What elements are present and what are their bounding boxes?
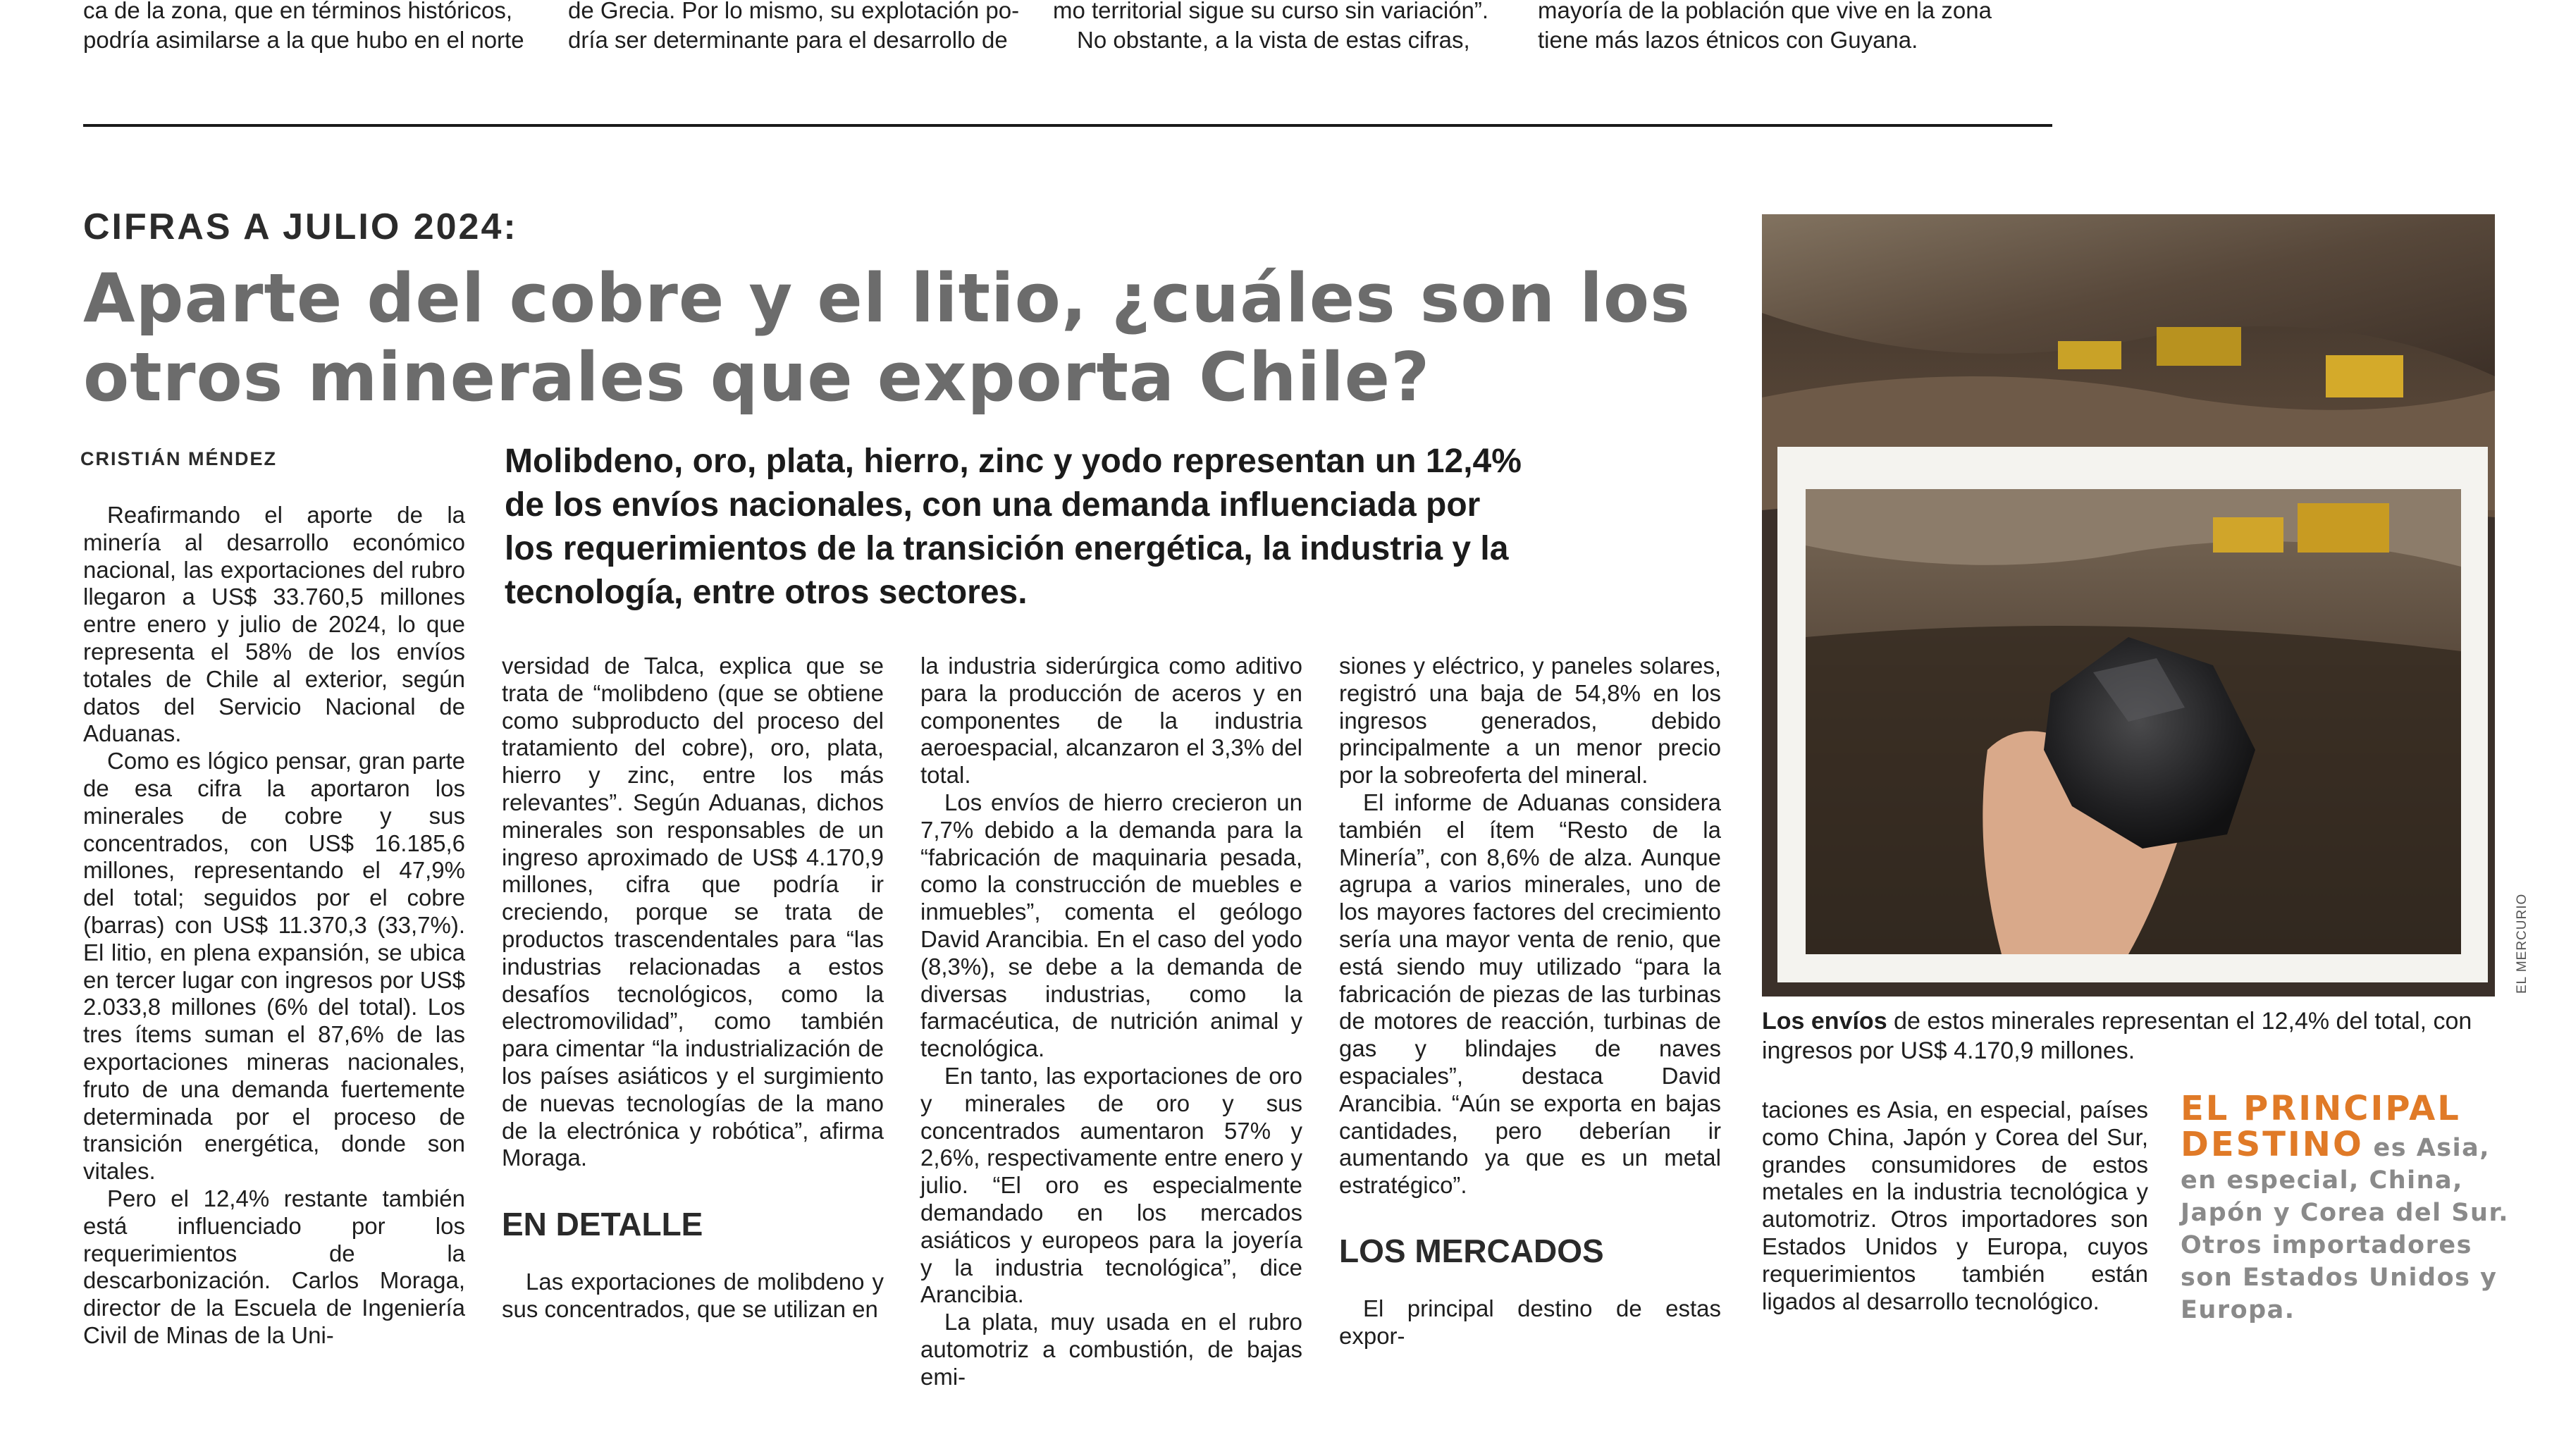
mine-photo-illustration: [1762, 214, 2495, 997]
article-column-1: [83, 502, 465, 1350]
paragraph: Como es lógico pensar, gran parte de esa cifra la aportaron los minerales de cobre y sus concentrados, con US$ 16.185,6 millones, representando el 47,9% del total; seguidos por el cobre (barras) con US$ 11.370,3 (33,7%). El litio, en plena expansión, se ubica en tercer lugar con ingresos por US$ 2.033,8 millones (6% del total). Los tres ítems suman el 87,6% de las exportaciones mineras nacionales, fruto de una demanda fuertemente determinada por el proceso de transición energética, donde son vitales.: [83, 748, 465, 1185]
article-column-4-cont: [1339, 1295, 1721, 1350]
prev-line: podría asimilarse a la que hubo en el norte: [83, 27, 524, 53]
prev-line: de Grecia. Por lo mismo, su explotación po-: [568, 0, 1020, 23]
paragraph: Los envíos de hierro crecieron un 7,7% debido a la demanda para la “fabricación de maquinaria pesada, como la construcción de muebles e inmuebles”, comenta el geólogo David Arancibia. En el caso del yodo (8,3%), se debe a la demanda de diversas industrias, como la farmacéutica, de nutrición animal y tecnológica.: [920, 789, 1302, 1062]
paragraph: Las exportaciones de molibdeno y sus concentrados, que se utilizan en: [502, 1269, 884, 1322]
article-column-4: [1339, 653, 1721, 1199]
pull-quote: [2181, 1089, 2512, 1326]
paragraph: La plata, muy usada en el rubro automotriz a combustión, de bajas emi-: [920, 1309, 1302, 1390]
prev-line: ca de la zona, que en términos históricos,: [83, 0, 513, 23]
paragraph: Reafirmando el aporte de la minería al desarrollo económico nacional, las exportaciones del rubro llegaron a US$ 33.760,5 millones entre enero y julio de 2024, lo que representa el 58% de los envíos totales de Chile al exterior, según datos del Servicio Nacional de Aduanas.: [83, 502, 465, 747]
byline: CRISTIÁN MÉNDEZ: [80, 448, 277, 469]
prev-article-col-3: [1053, 0, 1488, 55]
caption-lead: Los envíos: [1762, 1008, 1887, 1035]
article-column-2: [502, 653, 884, 1172]
deck: Molibdeno, oro, plata, hierro, zinc y yodo representan un 12,4% de los envíos nacionales, con una demanda influenciada por los requerimientos de la transición energética, la industria y la tecnología, entre otros sectores.: [505, 443, 1522, 611]
paragraph: la industria siderúrgica como aditivo para la producción de aceros y en componentes de la industria aeroespacial, alcanzaron el 3,3% del total.: [920, 653, 1302, 789]
paragraph: Pero el 12,4% restante también está influenciado por los requerimientos de la descarbonización. Carlos Moraga, director de la Escuela de Ingeniería Civil de Minas de la Uni-: [83, 1185, 465, 1348]
paragraph: En tanto, las exportaciones de oro y minerales de oro y sus concentrados aumentaron 57% y 2,6%, respectivamente entre enero y julio. “El oro es especialmente demandado en los mercados asiáticos y europeos para la joyería y la industria tecnológica”, dice Arancibia.: [920, 1062, 1302, 1308]
paragraph: El informe de Aduanas considera también el ítem “Resto de la Minería”, con 8,6% de alza. Aunque agrupa a varios minerales, uno de los mayores factores del crecimiento sería una mayor venta de renio, que está siendo muy utilizado “para la fabricación de piezas de las turbinas de motores de reacción, turbinas de gas y blindajes de naves espaciales”, destaca David Arancibia. “Aún se exporta en bajas cantidades, pero deberían ir aumentando ya que es un metal estratégico”.: [1339, 789, 1721, 1199]
prev-line: No obstante, a la vista de estas cifras,: [1077, 27, 1470, 53]
subhead-en-detalle: EN DETALLE: [502, 1206, 703, 1242]
prev-line: tiene más lazos étnicos con Guyana.: [1538, 27, 1918, 53]
pull-quote-lead: DESTINO: [2181, 1125, 2364, 1164]
prev-article-col-1: [83, 0, 524, 55]
paragraph: El principal destino de estas expor-: [1339, 1295, 1721, 1349]
paragraph: taciones es Asia, en especial, países como China, Japón y Corea del Sur, grandes consumidores de estos metales en la industria tecnológica y automotriz. Otros importadores son Estados Unidos y Europa, cuyos requerimientos también están ligados al desarrollo tecnológico.: [1762, 1097, 2148, 1314]
headline-line: Aparte del cobre y el litio, ¿cuáles son los: [83, 260, 1691, 338]
prev-line: mo territorial sigue su curso sin variación”.: [1053, 0, 1489, 23]
article-column-5: [1762, 1097, 2148, 1315]
article-column-2-cont: [502, 1269, 884, 1324]
prev-line: mayoría de la población que vive en la zona: [1538, 0, 1992, 23]
photo-credit: EL MERCURIO: [2515, 893, 2529, 994]
prev-article-col-4: [1538, 0, 1992, 55]
paragraph: siones y eléctrico, y paneles solares, registró una baja de 54,8% en los ingresos generados, debido principalmente a un menor precio por la sobreoferta del mineral.: [1339, 653, 1721, 789]
caption-text: de estos minerales representan el 12,4% del total, con ingresos por US$ 4.170,9 millones.: [1762, 1008, 2472, 1064]
article-photo: [1762, 214, 2495, 997]
article-column-3: [920, 653, 1302, 1391]
subhead-los-mercados: LOS MERCADOS: [1339, 1233, 1604, 1269]
photo-caption: [1762, 1006, 2509, 1066]
paragraph: versidad de Talca, explica que se trata de “molibdeno (que se obtiene como subproducto del proceso del tratamiento del cobre), oro, plata, hierro y zinc, entre los más relevantes”. Según Aduanas, dichos minerales son responsables de un ingreso aproximado de US$ 4.170,9 millones, cifra que podría ir creciendo, porque se trata de productos trascendentales para “las industrias relacionadas a estos desafíos tecnológicos, como la electromovilidad”, como también para cimentar “la industrialización de los países asiáticos y el surgimiento de nuevas tecnologías de la mano de la electrónica y robótica”, afirma Moraga.: [502, 653, 884, 1171]
pull-quote-text: es Asia, en especial, China, Japón y Corea del Sur. Otros importadores son Estados Unidos y Europa.: [2181, 1134, 2510, 1324]
prev-line: dría ser determinante para el desarrollo de: [568, 27, 1008, 53]
headline-line: otros minerales que exporta Chile?: [83, 339, 1431, 417]
headline: [83, 259, 1691, 417]
kicker: CIFRAS A JULIO 2024:: [83, 206, 518, 247]
prev-article-col-2: [568, 0, 1019, 55]
pull-quote-lead: EL PRINCIPAL: [2181, 1089, 2461, 1128]
section-divider: [83, 124, 2052, 127]
